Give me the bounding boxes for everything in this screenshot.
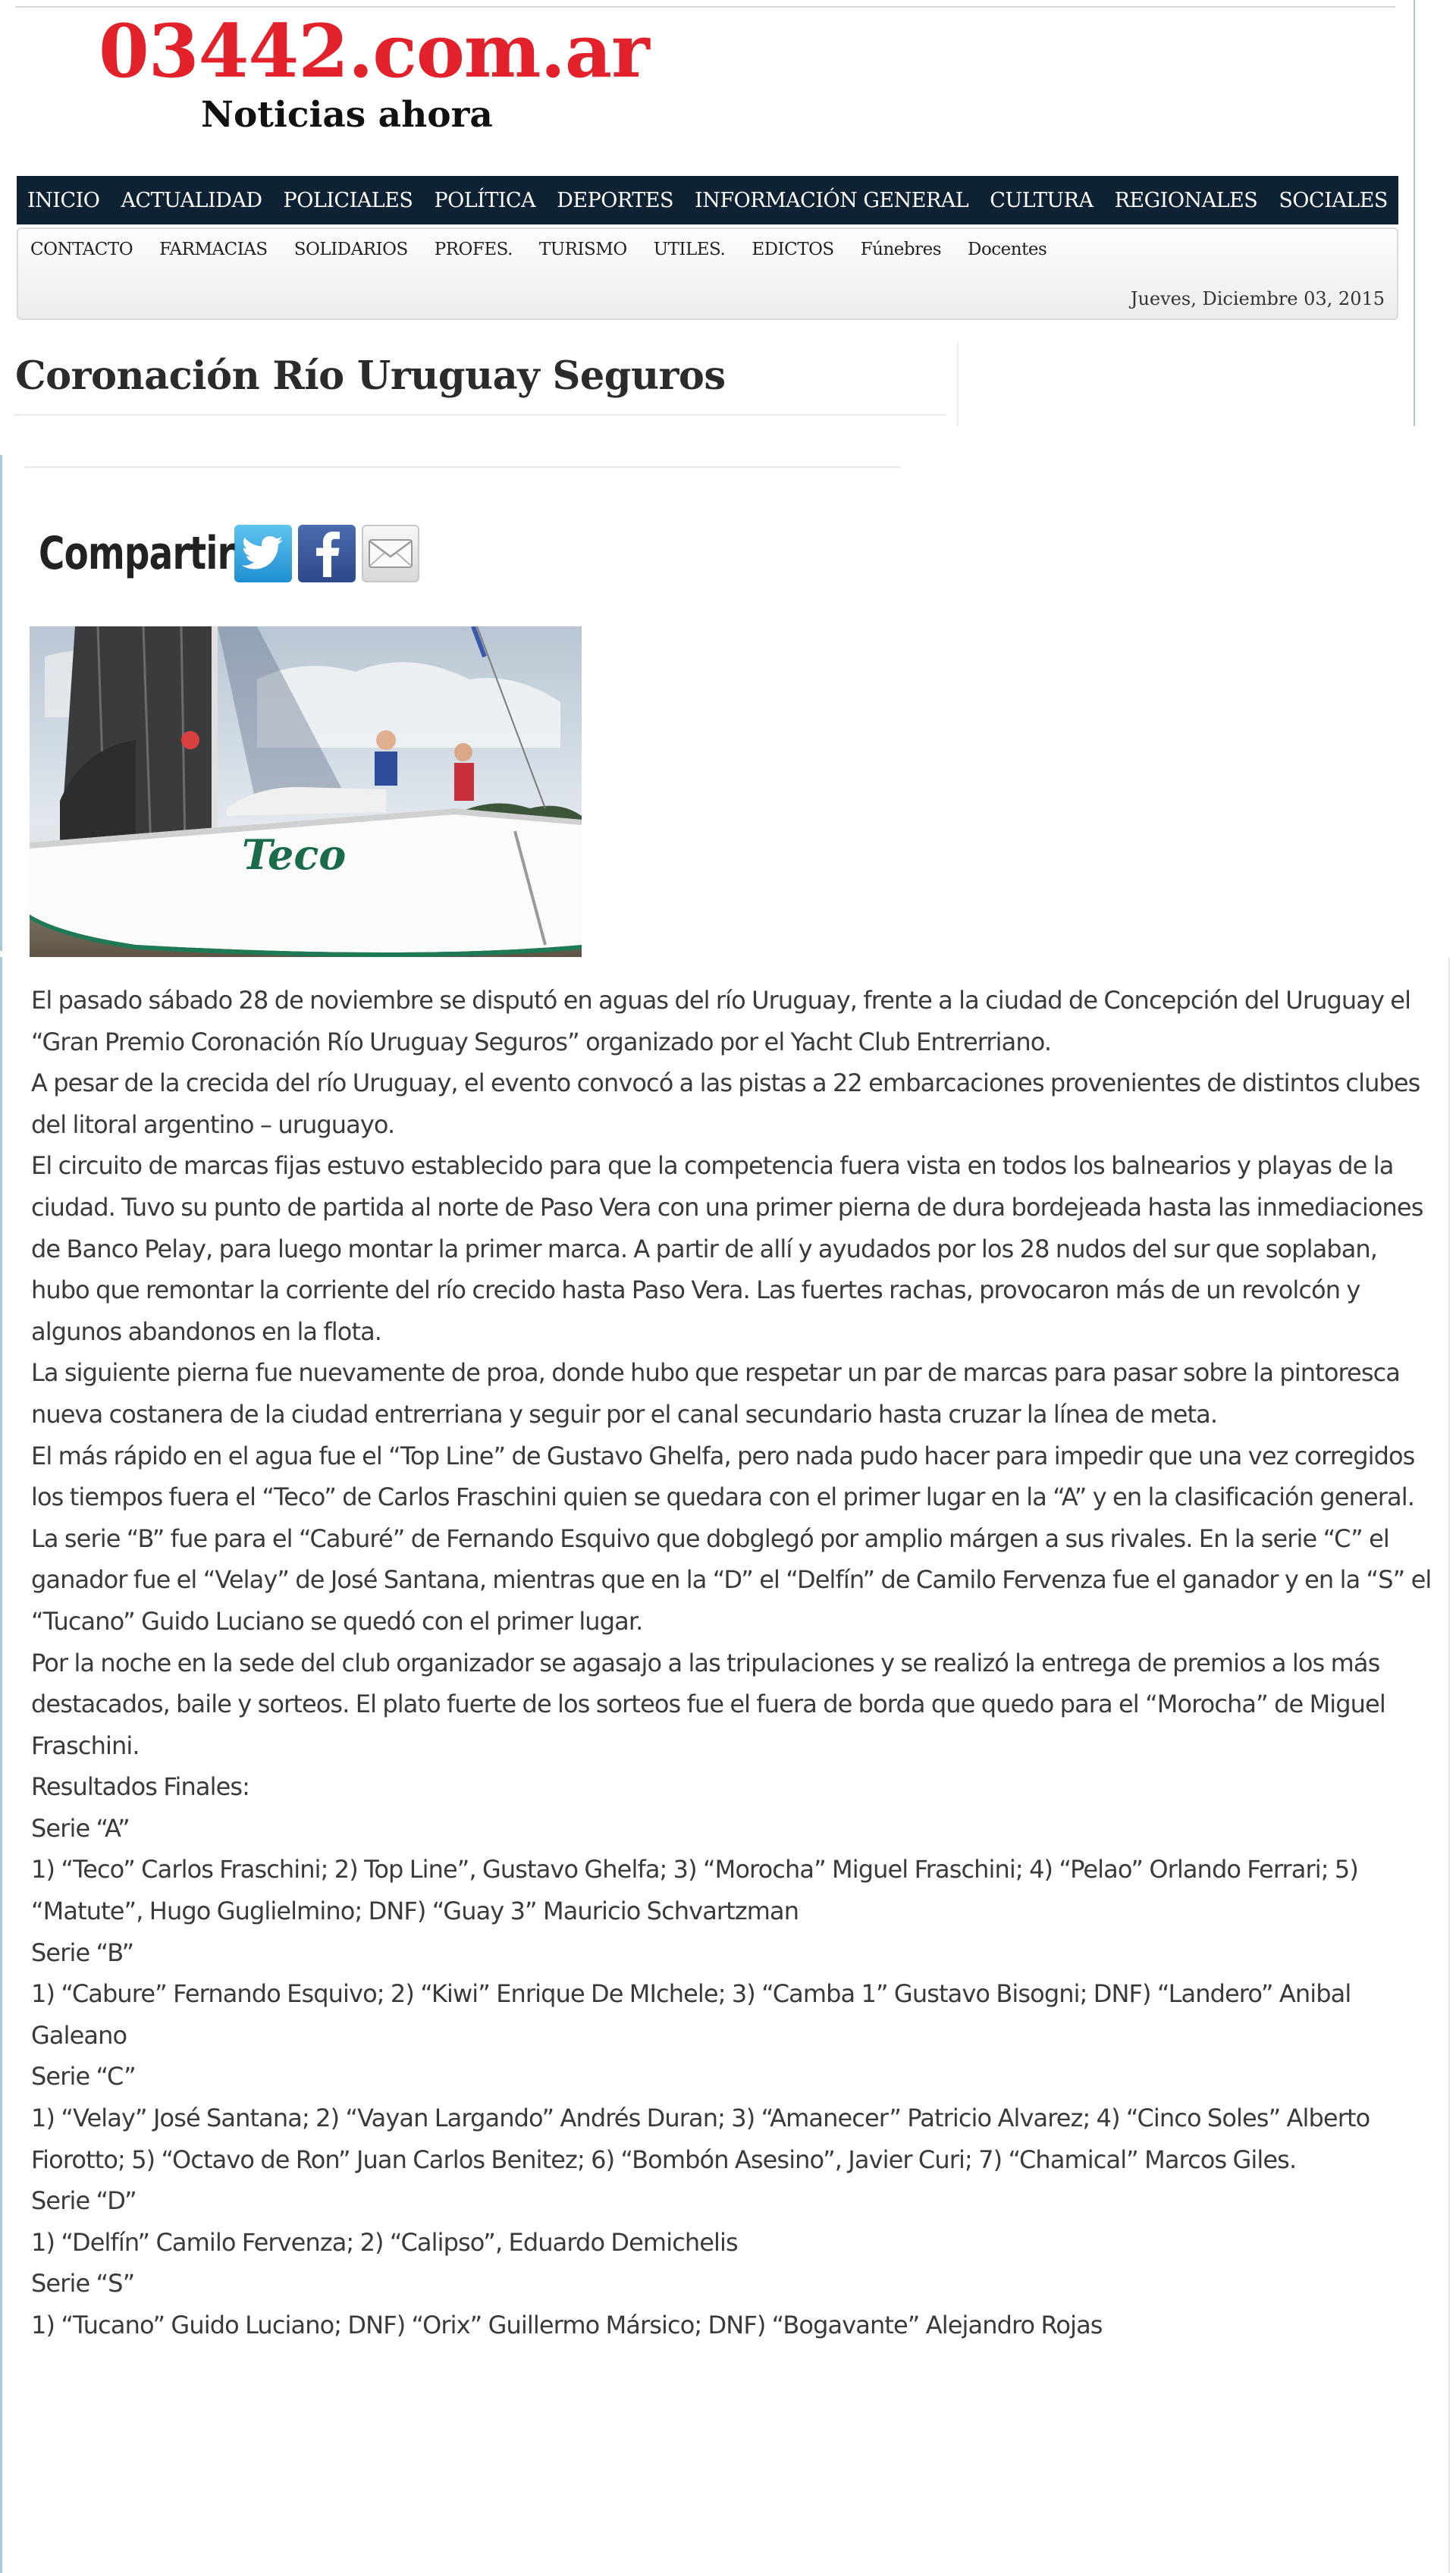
- nav-item-actualidad[interactable]: ACTUALIDAD: [121, 188, 262, 212]
- subnav-item-profes[interactable]: PROFES.: [434, 240, 513, 259]
- nav-item-policiales[interactable]: POLICIALES: [283, 188, 413, 212]
- photo-boat-name: Teco: [242, 830, 347, 879]
- nav-item-cultura[interactable]: CULTURA: [990, 188, 1094, 212]
- series-heading: Serie “B”: [31, 1938, 134, 1967]
- results-heading: Resultados Finales:: [31, 1772, 250, 1802]
- main-nav: [17, 176, 1398, 224]
- series-results: 1) “Tucano” Guido Luciano; DNF) “Orix” Guillermo Mársico; DNF) “Bogavante” Alejandro Rojas: [31, 2311, 1103, 2339]
- article-body: [0, 957, 1456, 2573]
- series-results: 1) “Teco” Carlos Fraschini; 2) Top Line”, Gustavo Ghelfa; 3) “Morocha” Miguel Fraschini; 4) “Pelao” Orlando Ferrari; 5) “Matute”, Hugo Guglielmino; DNF) “Guay 3” Mauricio Schvartzman: [31, 1855, 1358, 1926]
- twitter-icon[interactable]: [234, 525, 292, 582]
- nav-item-informacion-general[interactable]: INFORMACIÓN GENERAL: [695, 188, 969, 212]
- subnav-item-utiles[interactable]: UTILES.: [653, 240, 726, 259]
- share-bar: [39, 523, 419, 584]
- subnav-item-docentes[interactable]: Docentes: [968, 240, 1047, 259]
- subnav-item-funebres[interactable]: Fúnebres: [860, 240, 942, 259]
- article-text: [31, 980, 1442, 2346]
- series-results: 1) “Delfín” Camilo Fervenza; 2) “Calipso”, Eduardo Demichelis: [31, 2227, 738, 2257]
- secondary-nav: [17, 227, 1398, 320]
- subnav-item-edictos[interactable]: EDICTOS: [752, 240, 834, 259]
- site-logo[interactable]: 03442.com.ar: [99, 8, 649, 94]
- series-heading: Serie “A”: [31, 1813, 130, 1843]
- right-column-divider: [1448, 957, 1450, 2573]
- nav-item-deportes[interactable]: DEPORTES: [557, 188, 673, 212]
- series-heading: Serie “C”: [31, 2062, 136, 2091]
- paragraph: El más rápido en el agua fue el “Top Line” de Gustavo Ghelfa, pero nada pudo hacer para impedir que una vez corregidos los tiempos fuera el “Teco” de Carlos Fraschini quien se quedara con el primer lugar en la “A” y en la clasificación general. La serie “B” fue para el “Caburé” de Fernando Esquivo que dobglegó por amplio márgen a sus rivales. En la serie “C” el ganador fue el “Velay” de José Santana, mientras que en la “D” el “Delfín” de Camilo Fervenza fue el ganador y en la “S” el “Tucano” Guido Luciano se quedó con el primer lugar.: [31, 1441, 1432, 1636]
- secondary-nav-items: [30, 240, 1046, 259]
- series-results: 1) “Cabure” Fernando Esquivo; 2) “Kiwi” Enrique De MIchele; 3) “Camba 1” Gustavo Bisogni; DNF) “Landero” Anibal Galeano: [31, 1979, 1351, 2050]
- series-results: 1) “Velay” José Santana; 2) “Vayan Largando” Andrés Duran; 3) “Amanecer” Patricio Alvarez; 4) “Cinco Soles” Alberto Fiorotto; 5) “Octavo de Ron” Juan Carlos Benitez; 6) “Bombón Asesino”, Javier Curi; 7) “Chamical” Marcos Giles.: [31, 2104, 1370, 2174]
- share-label: Compartir: [39, 527, 234, 580]
- nav-item-sociales[interactable]: SOCIALES: [1279, 188, 1388, 212]
- site-header: [0, 0, 1415, 426]
- subnav-item-turismo[interactable]: TURISMO: [538, 240, 627, 259]
- site-tagline: Noticias ahora: [201, 94, 493, 136]
- paragraph: La siguiente pierna fue nuevamente de proa, donde hubo que respetar un par de marcas para pasar sobre la pintoresca nueva costanera de la ciudad entrerriana y seguir por el canal secundario hasta cruzar la línea de meta.: [31, 1358, 1401, 1429]
- nav-item-inicio[interactable]: INICIO: [27, 188, 100, 212]
- top-divider: [15, 6, 1395, 8]
- subnav-item-farmacias[interactable]: FARMACIAS: [159, 240, 268, 259]
- current-date: Jueves, Diciembre 03, 2015: [1130, 288, 1385, 309]
- share-divider: [25, 466, 901, 468]
- paragraph: El pasado sábado 28 de noviembre se disputó en aguas del río Uruguay, frente a la ciudad de Concepción del Uruguay el “Gran Premio Coronación Río Uruguay Seguros” organizado por el Yacht Club Entrerriano.: [31, 986, 1411, 1056]
- paragraph: A pesar de la crecida del río Uruguay, el evento convocó a las pistas a 22 embarcaciones provenientes de distintos clubes del litoral argentino – uruguayo.: [31, 1068, 1420, 1139]
- facebook-icon[interactable]: [298, 525, 356, 582]
- article-title: Coronación Río Uruguay Seguros: [15, 353, 726, 399]
- series-heading: Serie “D”: [31, 2186, 136, 2216]
- paragraph: Por la noche en la sede del club organizador se agasajo a las tripulaciones y se realizó la entrega de premios a los más destacados, baile y sorteos. El plato fuerte de los sorteos fue el fuera de borda que quedo para el “Morocha” de Miguel Fraschini.: [31, 1648, 1385, 1760]
- title-divider: [14, 414, 946, 416]
- subnav-item-solidarios[interactable]: SOLIDARIOS: [293, 240, 408, 259]
- share-section: [0, 455, 592, 951]
- email-icon[interactable]: [362, 525, 419, 582]
- nav-item-regionales[interactable]: REGIONALES: [1114, 188, 1258, 212]
- column-divider: [957, 341, 959, 426]
- paragraph: El circuito de marcas fijas estuvo establecido para que la competencia fuera vista en todos los balnearios y playas de la ciudad. Tuvo su punto de partida al norte de Paso Vera con una primer pierna de dura bordejeada hasta las inmediaciones de Banco Pelay, para luego montar la primer marca. A partir de allí y ayudados por los 28 nudos del sur que soplaban, hubo que remontar la corriente del río crecido hasta Paso Vera. Las fuertes rachas, provocaron más de un revolcón y algunos abandonos en la flota.: [31, 1151, 1423, 1346]
- series-heading: Serie “S”: [31, 2269, 135, 2298]
- article-photo: [30, 626, 582, 957]
- subnav-item-contacto[interactable]: CONTACTO: [30, 240, 133, 259]
- nav-item-politica[interactable]: POLÍTICA: [434, 188, 536, 212]
